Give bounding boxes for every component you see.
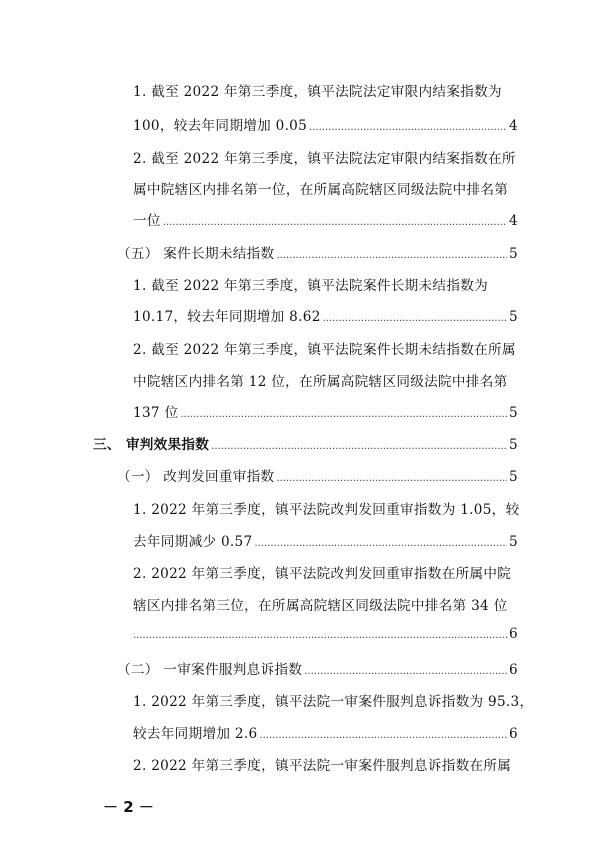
leader-dots: [211, 442, 507, 452]
toc-page-number: 6: [509, 626, 518, 642]
toc-page-number: 5: [509, 309, 518, 325]
toc-entry[interactable]: [133, 305, 518, 325]
toc-entry-text: （一） 改判发回重审指数: [117, 469, 275, 485]
toc-entry-text: 较去年同期增加 2.6: [133, 726, 258, 742]
toc-page-number: 5: [509, 469, 518, 485]
toc-line: 1. 截至 2022 年第三季度，镇平法院案件长期未结指数为: [133, 278, 488, 294]
toc-section-entry[interactable]: [93, 433, 518, 453]
toc-page-number: 5: [509, 437, 518, 453]
leader-dots: [304, 667, 507, 677]
toc-line: 2. 2022 年第三季度，镇平法院改判发回重审指数在所属中院: [133, 566, 512, 582]
toc-entry[interactable]: [133, 209, 518, 229]
leader-dots: [276, 251, 507, 261]
toc-page-number: 4: [509, 118, 518, 134]
toc-line: 中院辖区内排名第 12 位，在所属高院辖区同级法院中排名第: [133, 374, 508, 390]
toc-entry-text: 10.17，较去年同期增加 8.62: [133, 309, 321, 325]
toc-entry[interactable]: [133, 401, 518, 421]
toc-entry-text: 一位: [133, 213, 161, 229]
toc-line: 1. 2022 年第三季度，镇平法院一审案件服判息诉指数为 95.3，: [133, 694, 534, 710]
toc-page-number: 5: [509, 246, 518, 262]
toc-entry-text: 去年同期减少 0.57: [133, 534, 253, 550]
toc-page-number: 5: [509, 405, 518, 421]
toc-line: 2. 2022 年第三季度，镇平法院一审案件服判息诉指数在所属: [133, 758, 512, 774]
toc-line: 1. 截至 2022 年第三季度，镇平法院法定审限内结案指数为: [133, 84, 502, 100]
page-number-footer: － 2 －: [103, 798, 154, 816]
toc-line: 2. 截至 2022 年第三季度，镇平法院法定审限内结案指数在所: [133, 151, 516, 167]
leader-dots: [309, 123, 507, 133]
toc-entry-text: 137 位: [133, 405, 179, 421]
toc-entry[interactable]: [117, 658, 518, 678]
leader-dots: [276, 474, 507, 484]
toc-entry[interactable]: [133, 114, 518, 134]
toc-entry[interactable]: [117, 465, 518, 485]
toc-entry-text: （二） 一审案件服判息诉指数: [117, 662, 303, 678]
toc-page-number: 6: [509, 662, 518, 678]
leader-dots: [163, 218, 507, 228]
toc-entry[interactable]: [133, 722, 518, 742]
toc-line: 2. 截至 2022 年第三季度，镇平法院案件长期未结指数在所属: [133, 342, 516, 358]
toc-page-number: 5: [509, 534, 518, 550]
toc-entry[interactable]: [117, 242, 518, 262]
leader-dots: [133, 631, 507, 641]
toc-entry-text: 三、 审判效果指数: [93, 437, 210, 453]
toc-line: 辖区内排名第三位，在所属高院辖区同级法院中排名第 34 位: [133, 598, 508, 614]
leader-dots: [323, 314, 507, 324]
leader-dots: [180, 410, 507, 420]
toc-line: 属中院辖区内排名第一位，在所属高院辖区同级法院中排名第: [133, 182, 509, 198]
toc-line: 1. 2022 年第三季度，镇平法院改判发回重审指数为 1.05，较: [133, 502, 520, 518]
leader-dots: [254, 539, 507, 549]
toc-entry[interactable]: [133, 626, 518, 642]
toc-entry[interactable]: [133, 530, 518, 550]
toc-page-number: 4: [509, 213, 518, 229]
toc-entry-text: （五） 案件长期未结指数: [117, 246, 275, 262]
toc-entry-text: 100，较去年同期增加 0.05: [133, 118, 308, 134]
leader-dots: [259, 731, 507, 741]
toc-page-number: 6: [509, 726, 518, 742]
